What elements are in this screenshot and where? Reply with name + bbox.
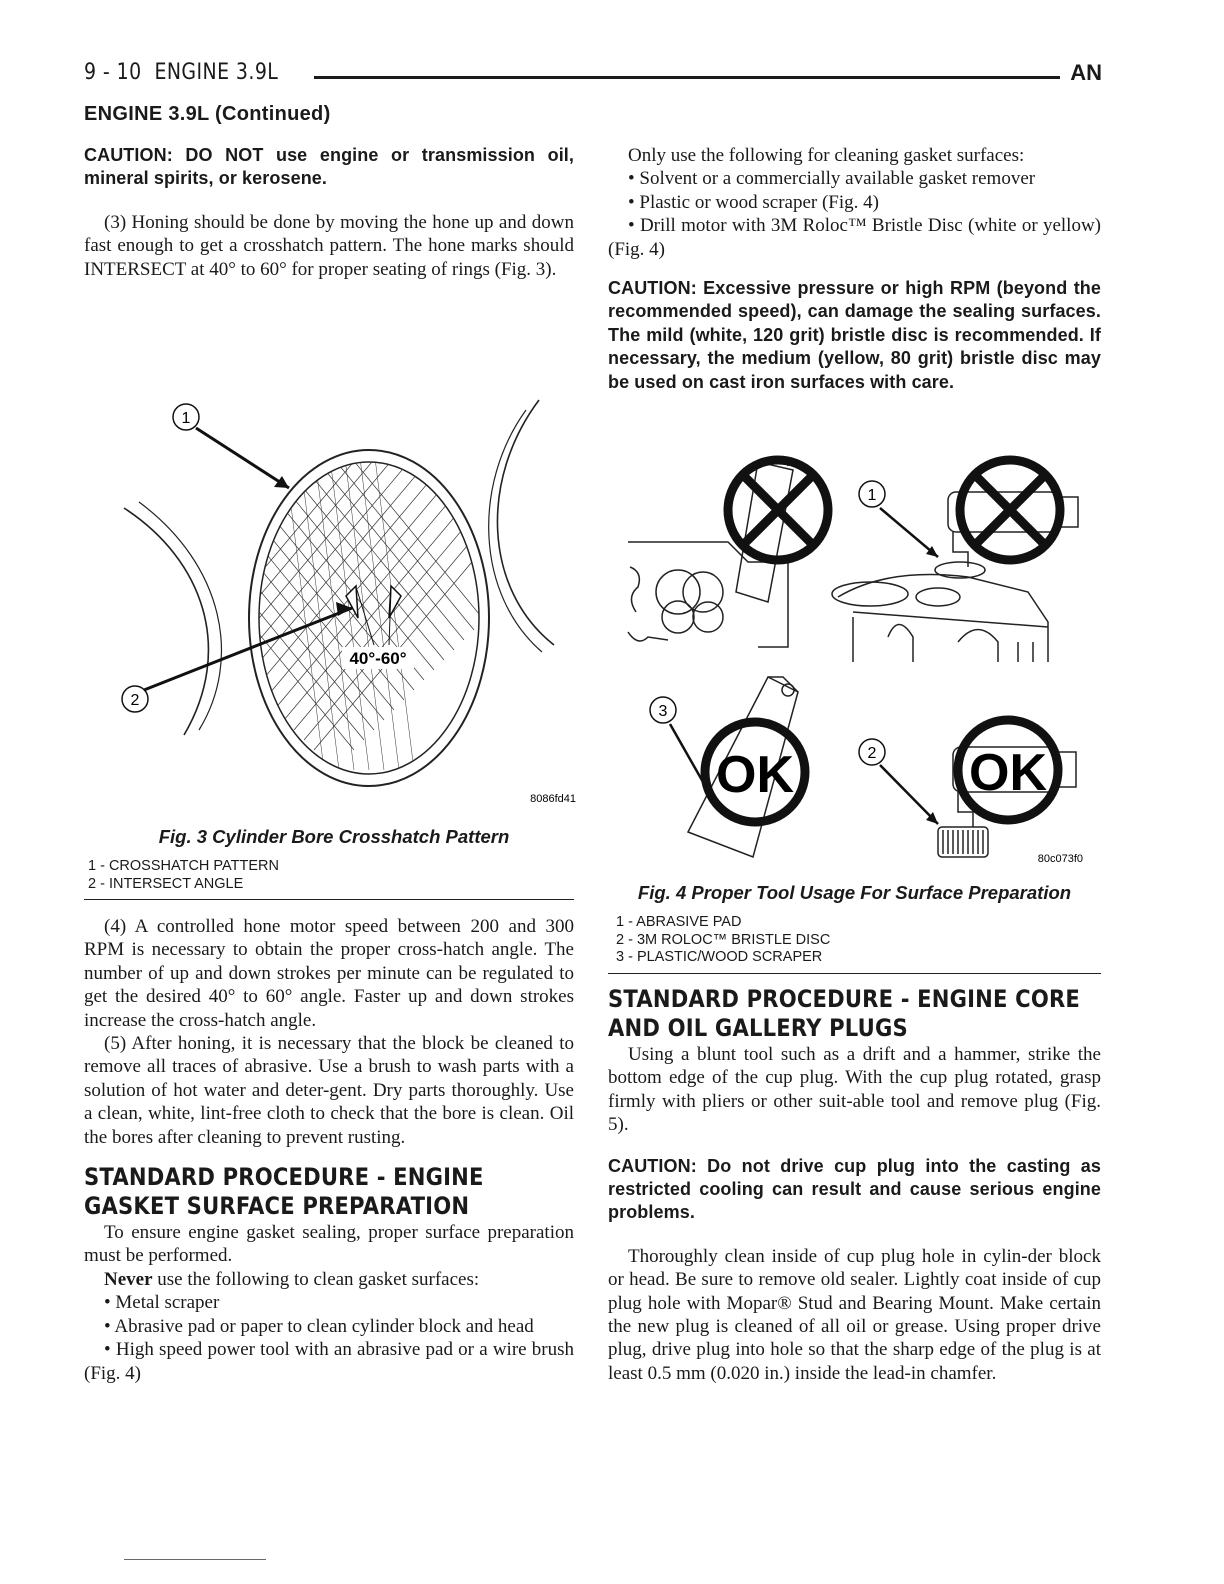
only-use-line: Only use the following for cleaning gasket surfaces: [628,145,1025,166]
crosshatch-illustration [84,390,584,810]
left-column-top [84,144,574,281]
header-rule [314,76,1060,79]
step-3-paragraph: (3) Honing should be done by moving the hone up and down fast enough to get a crosshatch pattern. The hone marks should INTERSECT at 40° to 60° for proper seating of rings (Fig. 3). [84,211,574,280]
fig4-id: 80c073f0 [1037,853,1083,865]
never-bullet: • High speed power tool with an abrasive pad or a wire brush (Fig. 4) [84,1339,574,1384]
section-title: ENGINE 3.9L [154,60,279,85]
caution-pressure: CAUTION: Excessive pressure or high RPM (beyond the recommended speed), can damage the sealing surfaces. The mild (white, 120 grit) bristle disc is recommended. If necessary, the medium (yellow, 80 grit) bristle disc may be used on cast iron surfaces with care. [608,278,1101,392]
only-bullet: • Drill motor with 3M Roloc™ Bristle Disc (white or yellow) (Fig. 4) [608,215,1101,260]
fig3-caption-block [84,826,574,900]
header-left [84,60,278,85]
left-column-body [84,915,574,1385]
figure-3 [84,390,574,810]
fig3-legend-item: 2 - INTERSECT ANGLE [88,875,244,892]
footer-line [124,1559,266,1560]
fig4-caption-block [608,882,1101,974]
never-use-line [84,1268,574,1291]
gasket-intro: To ensure engine gasket sealing, proper surface preparation must be performed. [84,1222,574,1267]
fig4-ok-disc: OK [969,744,1047,802]
right-column-body [608,985,1101,1385]
step-5-paragraph: (5) After honing, it is necessary that the block be cleaned to remove all traces of abrasive. Use a brush to wash parts with a solution of hot water and deter-gent. Dry parts thoroughly. Use a clean, white, lint-free cloth to check that the bore is clean. Oil the bores after cleaning to prevent rusting. [84,1033,574,1148]
continued-heading: ENGINE 3.9L (Continued) [84,103,331,125]
fig4-callout-3: 3 [658,703,668,720]
gasket-prep-heading: STANDARD PROCEDURE - ENGINE GASKET SURFACE PREPARATION [84,1163,484,1221]
caution-cup-plug: CAUTION: Do not drive cup plug into the casting as restricted cooling can result and cause serious engine problems. [608,1155,1101,1223]
figure-4 [608,452,1101,872]
fig4-legend-item: 3 - PLASTIC/WOOD SCRAPER [616,949,823,965]
right-column-top [608,144,1101,394]
fig3-rule [84,899,574,900]
tool-usage-illustration [608,452,1101,872]
fig3-callout-2: 2 [130,692,140,709]
never-bullet: • Metal scraper [104,1292,220,1314]
never-rest: use the following to clean gasket surfaces: [152,1268,480,1290]
never-word: Never [104,1268,153,1290]
fig4-callout-1: 1 [867,487,877,504]
fig4-legend-item: 1 - ABRASIVE PAD [616,914,742,930]
fig3-legend-item: 1 - CROSSHATCH PATTERN [88,858,279,874]
fig3-caption: Fig. 3 Cylinder Bore Crosshatch Pattern [158,826,510,847]
only-bullet: • Plastic or wood scraper (Fig. 4) [628,191,879,213]
fig4-legend [616,914,1101,967]
cup-plug-install: Thoroughly clean inside of cup plug hole in cylin-der block or head. Be sure to remove old sealer. Lightly coat inside of cup plug hole with Mopar® Stud and Bearing Mount. Make certain the new plug is cleaned of all oil or grease. Using proper drive plug, drive plug into hole so that the sharp edge of the plug is at least 0.5 mm (0.020 in.) inside the lead-in chamfer. [608,1245,1101,1384]
fig3-callout-1: 1 [181,410,191,427]
step-4-paragraph: (4) A controlled hone motor speed between 200 and 300 RPM is necessary to obtain the proper cross-hatch angle. The number of up and down strokes per minute can be regulated to get the desired 40° to 60° angle. Faster up and down strokes increase the cross-hatch angle. [84,916,574,1031]
fig4-callout-2: 2 [867,745,877,762]
caution-oil: CAUTION: DO NOT use engine or transmission oil, mineral spirits, or kerosene. [84,145,574,189]
page-header [84,60,1102,92]
fig3-id: 8086fd41 [530,793,576,805]
fig4-ok-scraper: OK [716,746,794,804]
core-plugs-heading: STANDARD PROCEDURE - ENGINE CORE AND OIL GALLERY PLUGS [608,985,1081,1042]
only-bullet: • Solvent or a commercially available gasket remover [628,168,1036,190]
header-code: AN [1070,60,1102,85]
fig3-legend [88,858,574,893]
fig4-legend-item: 2 - 3M ROLOC™ BRISTLE DISC [616,931,831,948]
fig4-rule [608,973,1101,974]
fig4-caption: Fig. 4 Proper Tool Usage For Surface Preparation [637,882,1072,903]
never-bullet: • Abrasive pad or paper to clean cylinder block and head [104,1315,534,1337]
angle-label: 40°-60° [349,649,407,668]
page-number: 9 - 10 [84,60,142,85]
core-plug-removal: Using a blunt tool such as a drift and a hammer, strike the bottom edge of the cup plug. With the cup plug rotated, grasp firmly with pliers or other suit-able tool and remove plug (Fig. 5). [608,1044,1101,1136]
